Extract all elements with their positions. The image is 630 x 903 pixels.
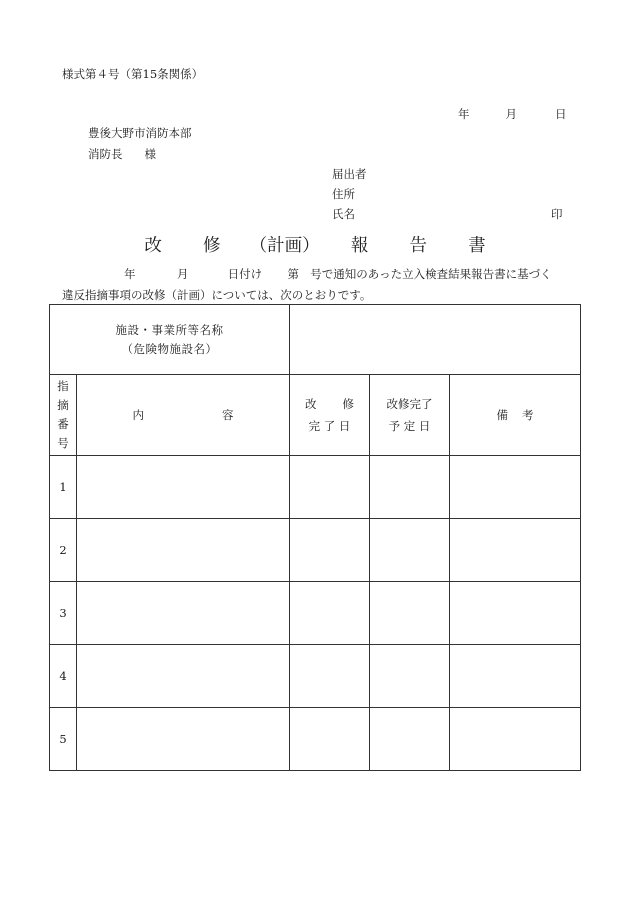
done-date-cell[interactable] (290, 582, 370, 645)
name-label: 氏名 (332, 207, 355, 221)
facility-label-cell (50, 305, 290, 375)
table-row (50, 582, 581, 645)
content-cell[interactable] (77, 519, 290, 582)
col-done-2: 完 了 日 (308, 419, 351, 433)
intro-line1-rest: 号で通知のあった立入検査結果報告書に基づく (310, 267, 552, 281)
title-char: 改 (144, 236, 162, 256)
col-header-number (50, 375, 77, 456)
table-row (50, 708, 581, 771)
remarks-cell[interactable] (450, 456, 581, 519)
day-label: 日 (555, 107, 567, 121)
done-date-cell[interactable] (290, 456, 370, 519)
col-header-done-date (290, 375, 370, 456)
remarks-cell[interactable] (450, 645, 581, 708)
col-plan-1: 改修完了 (386, 397, 433, 411)
intro-number-prefix: 第 (287, 267, 299, 281)
applicant-label: 届出者 (332, 167, 367, 181)
content-cell[interactable] (77, 708, 290, 771)
row-number: 3 (50, 582, 77, 645)
done-date-cell[interactable] (290, 519, 370, 582)
intro-dated: 日付け (227, 267, 263, 281)
col-header-plan-date (370, 375, 450, 456)
row-number: 2 (50, 519, 77, 582)
plan-date-cell[interactable] (370, 456, 450, 519)
col-no-char: 摘 (57, 398, 69, 412)
col-remarks-char: 考 (522, 408, 534, 422)
col-content-char: 内 (132, 408, 144, 422)
facility-label-2: （危険物施設名） (121, 341, 218, 356)
month-label: 月 (505, 107, 517, 121)
col-remarks-char: 備 (496, 408, 508, 422)
address-label: 住所 (332, 187, 355, 201)
col-plan-2: 予 定 日 (388, 419, 431, 433)
table-row (50, 456, 581, 519)
col-header-content (77, 375, 290, 456)
col-no-char: 号 (57, 436, 69, 450)
remarks-cell[interactable] (450, 708, 581, 771)
intro-month: 月 (176, 267, 189, 281)
content-cell[interactable] (77, 582, 290, 645)
title-char: 報 (350, 236, 369, 256)
done-date-cell[interactable] (290, 708, 370, 771)
date-line (458, 106, 567, 122)
col-done-char: 改 (305, 397, 317, 411)
year-label: 年 (458, 107, 470, 121)
intro-line-2: 違反指摘事項の改修（計画）については、次のとおりです。 (62, 288, 372, 302)
col-no-char: 指 (57, 379, 69, 393)
col-header-remarks (450, 375, 581, 456)
content-cell[interactable] (77, 645, 290, 708)
report-table (49, 304, 581, 771)
title-char: （計画） (249, 236, 320, 256)
title-char: 告 (409, 236, 427, 256)
done-date-cell[interactable] (290, 645, 370, 708)
plan-date-cell[interactable] (370, 645, 450, 708)
table-row (50, 645, 581, 708)
recipient-honorific: 様 (144, 147, 156, 161)
recipient-org: 豊後大野市消防本部 (88, 126, 192, 140)
col-done-char: 修 (342, 397, 354, 411)
intro-year: 年 (124, 267, 136, 281)
facility-label-1: 施設・事業所等名称 (115, 323, 224, 338)
row-number: 5 (50, 708, 77, 771)
recipient-line (88, 146, 156, 162)
remarks-cell[interactable] (450, 582, 581, 645)
title-char: 修 (203, 236, 221, 256)
recipient-title: 消防長 (88, 147, 123, 161)
form-number: 様式第４号（第15条関係） (62, 67, 204, 81)
row-number: 4 (50, 645, 77, 708)
plan-date-cell[interactable] (370, 582, 450, 645)
col-content-char: 容 (222, 408, 234, 422)
col-no-char: 番 (57, 417, 69, 431)
intro-line-1 (124, 266, 552, 282)
seal-mark: 印 (551, 207, 563, 221)
remarks-cell[interactable] (450, 519, 581, 582)
content-cell[interactable] (77, 456, 290, 519)
table-row (50, 519, 581, 582)
row-number: 1 (50, 456, 77, 519)
facility-name-field[interactable] (290, 305, 581, 375)
plan-date-cell[interactable] (370, 708, 450, 771)
plan-date-cell[interactable] (370, 519, 450, 582)
title-char: 書 (468, 236, 486, 256)
page-title (0, 232, 630, 257)
